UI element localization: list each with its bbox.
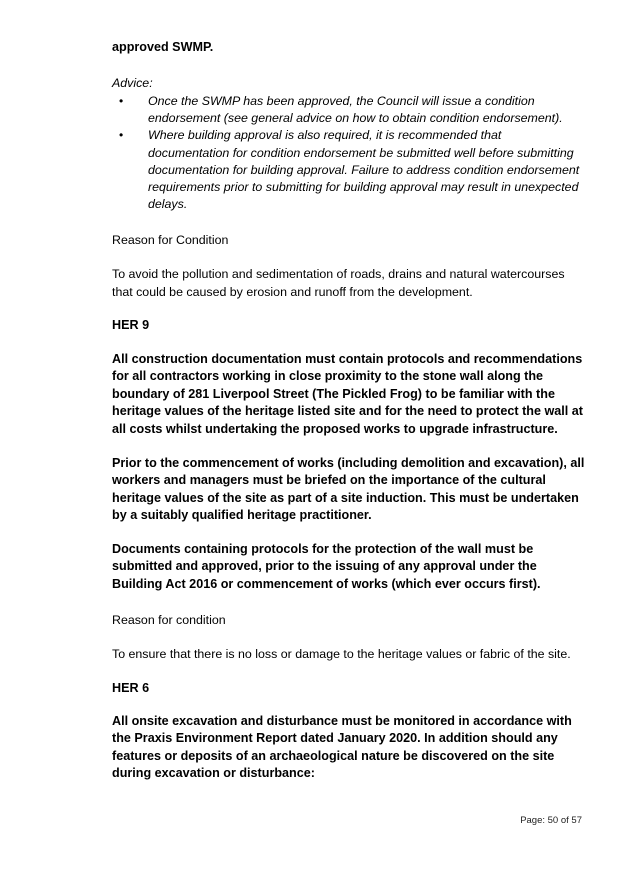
advice-bullet-text: Once the SWMP has been approved, the Council will issue a condition endorsement (see general advice on how to obtain condition endorsement). [148, 94, 563, 126]
her9-paragraph: All construction documentation must contain protocols and recommendations for all contractors working in close proximity to the stone wall along the boundary of 281 Liverpool Street (The Pickled Frog) to be familiar with the heritage values of the heritage listed site and for the need to protect the wall at all costs whilst undertaking the proposed works to upgrade infrastructure. [112, 352, 583, 436]
advice-bullet-item [112, 127, 586, 213]
advice-heading: Advice: [112, 76, 153, 90]
page-number: Page: 50 of 57 [520, 815, 582, 826]
reason-text: To avoid the pollution and sedimentation of roads, drains and natural watercourses that could be caused by erosion and runoff from the development. [112, 267, 565, 299]
reason-heading: Reason for Condition [112, 233, 229, 247]
her9-paragraph: Prior to the commencement of works (including demolition and excavation), all workers and managers must be briefed on the importance of the cultural heritage values of the site as part of a site induction. This must be undertaken by a suitably qualified heritage practitioner. [112, 456, 585, 523]
her6-paragraph: All onsite excavation and disturbance must be monitored in accordance with the Praxis Environment Report dated January 2020. In addition should any features or deposits of an archaeological nature be discovered on the site during excavation or disturbance: [112, 714, 572, 781]
advice-bullet-item [112, 93, 586, 127]
previous-condition-fragment: approved SWMP. [112, 40, 214, 54]
reason-heading: Reason for condition [112, 613, 226, 627]
condition-heading-her6: HER 6 [112, 681, 150, 695]
bullet-icon: • [119, 128, 124, 143]
her9-paragraph: Documents containing protocols for the protection of the wall must be submitted and approved, prior to the issuing of any approval under the Building Act 2016 or commencement of works (which ever occurs first). [112, 542, 541, 591]
bullet-icon: • [119, 94, 124, 108]
advice-bullet-list [112, 93, 586, 213]
condition-heading-her9: HER 9 [112, 318, 150, 332]
reason-text: To ensure that there is no loss or damage to the heritage values or fabric of the site. [112, 647, 571, 661]
advice-bullet-text: Where building approval is also required, it is recommended that documentation for condition endorsement be submitted well before submitting documentation for building approval. Failure to address condition endorsement requirements prior to submitting for building approval may result in unexpected delays. [148, 128, 580, 212]
